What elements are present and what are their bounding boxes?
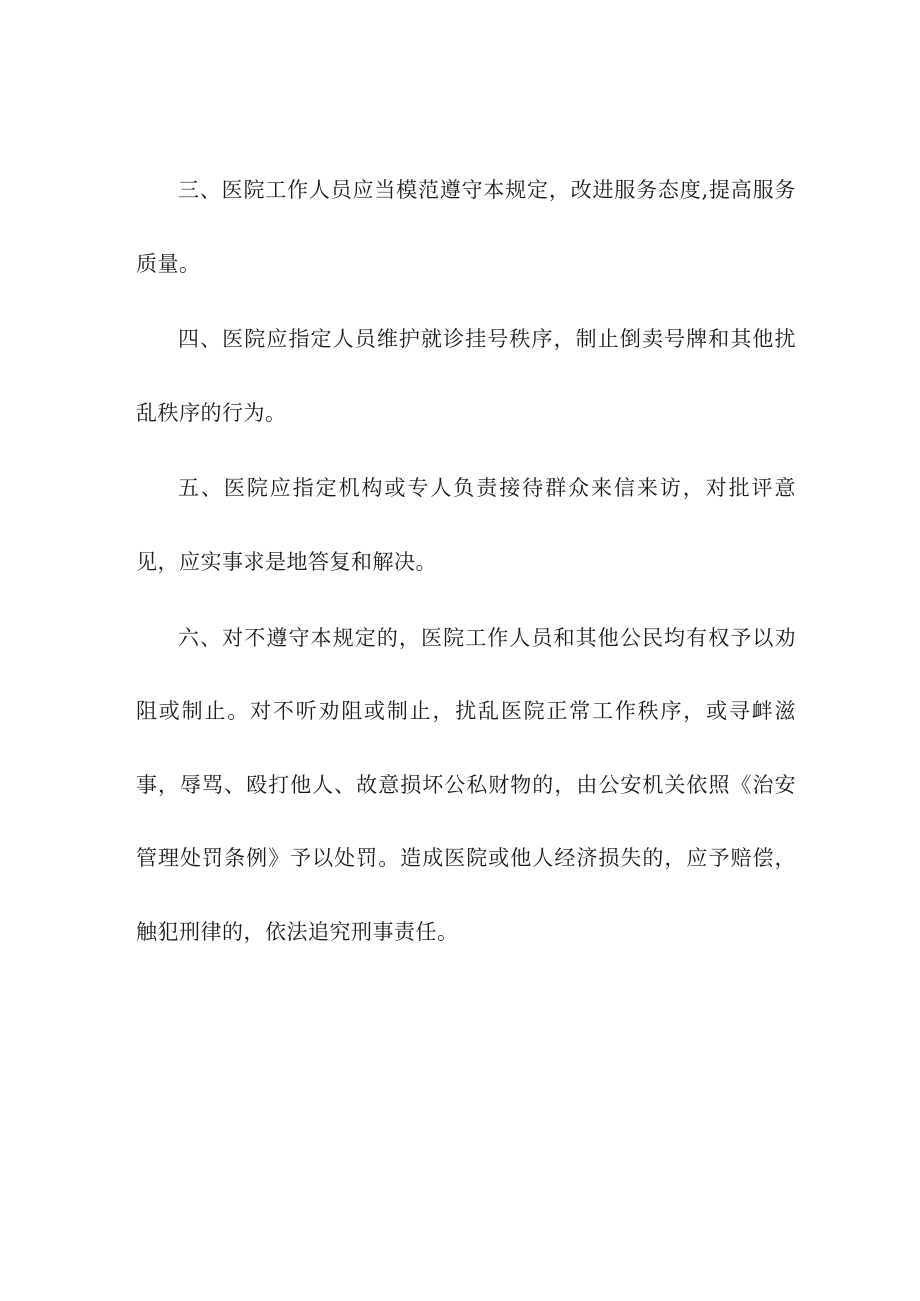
paragraph-5: 五、医院应指定机构或专人负责接待群众来信来访，对批评意见，应实事求是地答复和解决。 [136,476,796,574]
paragraph-3: 三、医院工作人员应当模范遵守本规定，改进服务态度,提高服务质量。 [136,178,796,276]
paragraph-6: 六、对不遵守本规定的，医院工作人员和其他公民均有权予以劝阻或制止。对不听劝阻或制止，扰乱医院正常工作秩序，或寻衅滋事，辱骂、殴打他人、故意损坏公私财物的，由公安机关依照《治安管理处罚条例》予以处罚。造成医院或他人经济损失的，应予赔偿，触犯刑律的，依法追究刑事责任。 [136,625,796,944]
paragraph-4: 四、医院应指定人员维护就诊挂号秩序，制止倒卖号牌和其他扰乱秩序的行为。 [136,327,796,425]
document-body [136,154,796,972]
